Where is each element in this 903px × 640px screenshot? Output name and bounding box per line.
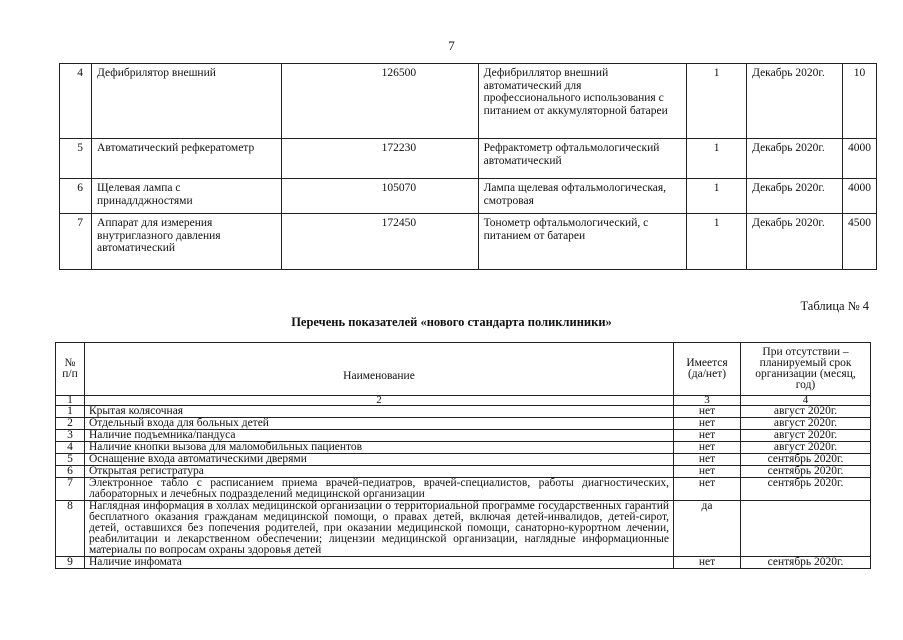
equipment-quantity: 1 — [687, 214, 747, 270]
indicator-row — [56, 454, 871, 466]
indicator-name: Наличие кнопки вызова для маломобильных пациентов — [85, 442, 674, 454]
col-index-1: 1 — [56, 396, 85, 406]
equipment-code: 172230 — [281, 139, 478, 179]
header-name: Наименование — [85, 343, 674, 396]
indicators-table — [55, 342, 871, 569]
indicator-num: 1 — [56, 406, 85, 418]
equipment-price: 4000 — [843, 139, 877, 179]
header-num: № п/п — [56, 343, 85, 396]
equipment-table — [59, 63, 877, 270]
equipment-num: 7 — [60, 214, 92, 270]
equipment-num: 5 — [60, 139, 92, 179]
indicator-name: Электронное табло с расписанием приема врачей-педиатров, врачей-специалистов, работы диагностических, лабораторных и лечебных подразделений медицинской организации — [85, 478, 674, 501]
equipment-price: 10 — [843, 64, 877, 139]
equipment-date: Декабрь 2020г. — [747, 179, 843, 214]
indicator-num: 9 — [56, 557, 85, 569]
indicator-has: нет — [674, 442, 741, 454]
indicator-plan: сентябрь 2020г. — [741, 478, 871, 501]
indicator-row — [56, 557, 871, 569]
equipment-code: 105070 — [281, 179, 478, 214]
indicator-name: Отдельный входа для больных детей — [85, 418, 674, 430]
indicator-row — [56, 442, 871, 454]
equipment-row — [60, 214, 877, 270]
col-index-3: 3 — [674, 396, 741, 406]
equipment-date: Декабрь 2020г. — [747, 139, 843, 179]
column-index-row — [56, 396, 871, 406]
indicator-row — [56, 430, 871, 442]
equipment-description: Тонометр офтальмологический, с питанием от батареи — [478, 214, 686, 270]
indicator-has: да — [674, 501, 741, 557]
indicator-has: нет — [674, 418, 741, 430]
indicator-name: Наличие подъемника/пандуса — [85, 430, 674, 442]
page-number: 7 — [448, 38, 455, 53]
equipment-name: Аппарат для измерения внутриглазного давления автоматический — [92, 214, 282, 270]
equipment-price: 4500 — [843, 214, 877, 270]
equipment-price: 4000 — [843, 179, 877, 214]
equipment-description: Рефрактометр офтальмологический автоматический — [478, 139, 686, 179]
indicator-row — [56, 418, 871, 430]
equipment-quantity: 1 — [687, 64, 747, 139]
table-label: Таблица № 4 — [800, 299, 869, 313]
indicator-plan: сентябрь 2020г. — [741, 557, 871, 569]
indicator-row — [56, 478, 871, 501]
indicator-name: Наличие инфомата — [85, 557, 674, 569]
equipment-row — [60, 179, 877, 214]
equipment-code: 172450 — [281, 214, 478, 270]
indicator-name: Открытая регистратура — [85, 466, 674, 478]
equipment-quantity: 1 — [687, 179, 747, 214]
indicator-has: нет — [674, 466, 741, 478]
indicator-has: нет — [674, 478, 741, 501]
equipment-num: 6 — [60, 179, 92, 214]
indicator-name: Наглядная информация в холлах медицинской организации о территориальной программе государственных гарантий бесплатного оказания гражданам медицинской помощи, о правах детей, включая детей-инвалидов, детей-сирот, детей, оставшихся без попечения родителей, при оказании медицинской помощи, санаторно-курортном лечении, реабилитации и лекарственном обеспечении; лицензии медицинской организации, наглядные информационные материалы по вопросам охраны здоровья детей — [85, 501, 674, 557]
indicator-plan: сентябрь 2020г. — [741, 454, 871, 466]
indicator-plan: сентябрь 2020г. — [741, 466, 871, 478]
indicator-plan: август 2020г. — [741, 406, 871, 418]
indicator-plan: август 2020г. — [741, 430, 871, 442]
indicator-name: Крытая колясочная — [85, 406, 674, 418]
indicator-plan: август 2020г. — [741, 418, 871, 430]
indicator-num: 5 — [56, 454, 85, 466]
header-row — [56, 343, 871, 396]
indicator-plan: август 2020г. — [741, 442, 871, 454]
equipment-code: 126500 — [281, 64, 478, 139]
indicator-num: 8 — [56, 501, 85, 557]
equipment-date: Декабрь 2020г. — [747, 214, 843, 270]
equipment-quantity: 1 — [687, 139, 747, 179]
table-title: Перечень показателей «нового стандарта поликлиники» — [291, 315, 612, 329]
equipment-num: 4 — [60, 64, 92, 139]
header-has: Имеется (да/нет) — [674, 343, 741, 396]
equipment-date: Декабрь 2020г. — [747, 64, 843, 139]
header-plan: При отсутствии – планируемый срок организации (месяц, год) — [741, 343, 871, 396]
equipment-name: Автоматический рефкератометр — [92, 139, 282, 179]
equipment-row — [60, 139, 877, 179]
equipment-name: Щелевая лампа с принадлджностями — [92, 179, 282, 214]
indicator-num: 6 — [56, 466, 85, 478]
indicator-has: нет — [674, 430, 741, 442]
indicator-row — [56, 501, 871, 557]
indicator-num: 4 — [56, 442, 85, 454]
equipment-row — [60, 64, 877, 139]
equipment-description: Лампа щелевая офтальмологическая, смотровая — [478, 179, 686, 214]
indicator-row — [56, 406, 871, 418]
indicator-row — [56, 466, 871, 478]
indicator-name: Оснащение входа автоматическими дверями — [85, 454, 674, 466]
indicator-has: нет — [674, 454, 741, 466]
indicator-has: нет — [674, 557, 741, 569]
equipment-name: Дефибрилятор внешний — [92, 64, 282, 139]
indicator-has: нет — [674, 406, 741, 418]
indicator-num: 3 — [56, 430, 85, 442]
equipment-description: Дефибриллятор внешний автоматический для профессионального использования с питанием от аккумуляторной батареи — [478, 64, 686, 139]
col-index-2: 2 — [85, 396, 674, 406]
indicator-num: 7 — [56, 478, 85, 501]
indicator-plan — [741, 501, 871, 557]
col-index-4: 4 — [741, 396, 871, 406]
indicator-num: 2 — [56, 418, 85, 430]
